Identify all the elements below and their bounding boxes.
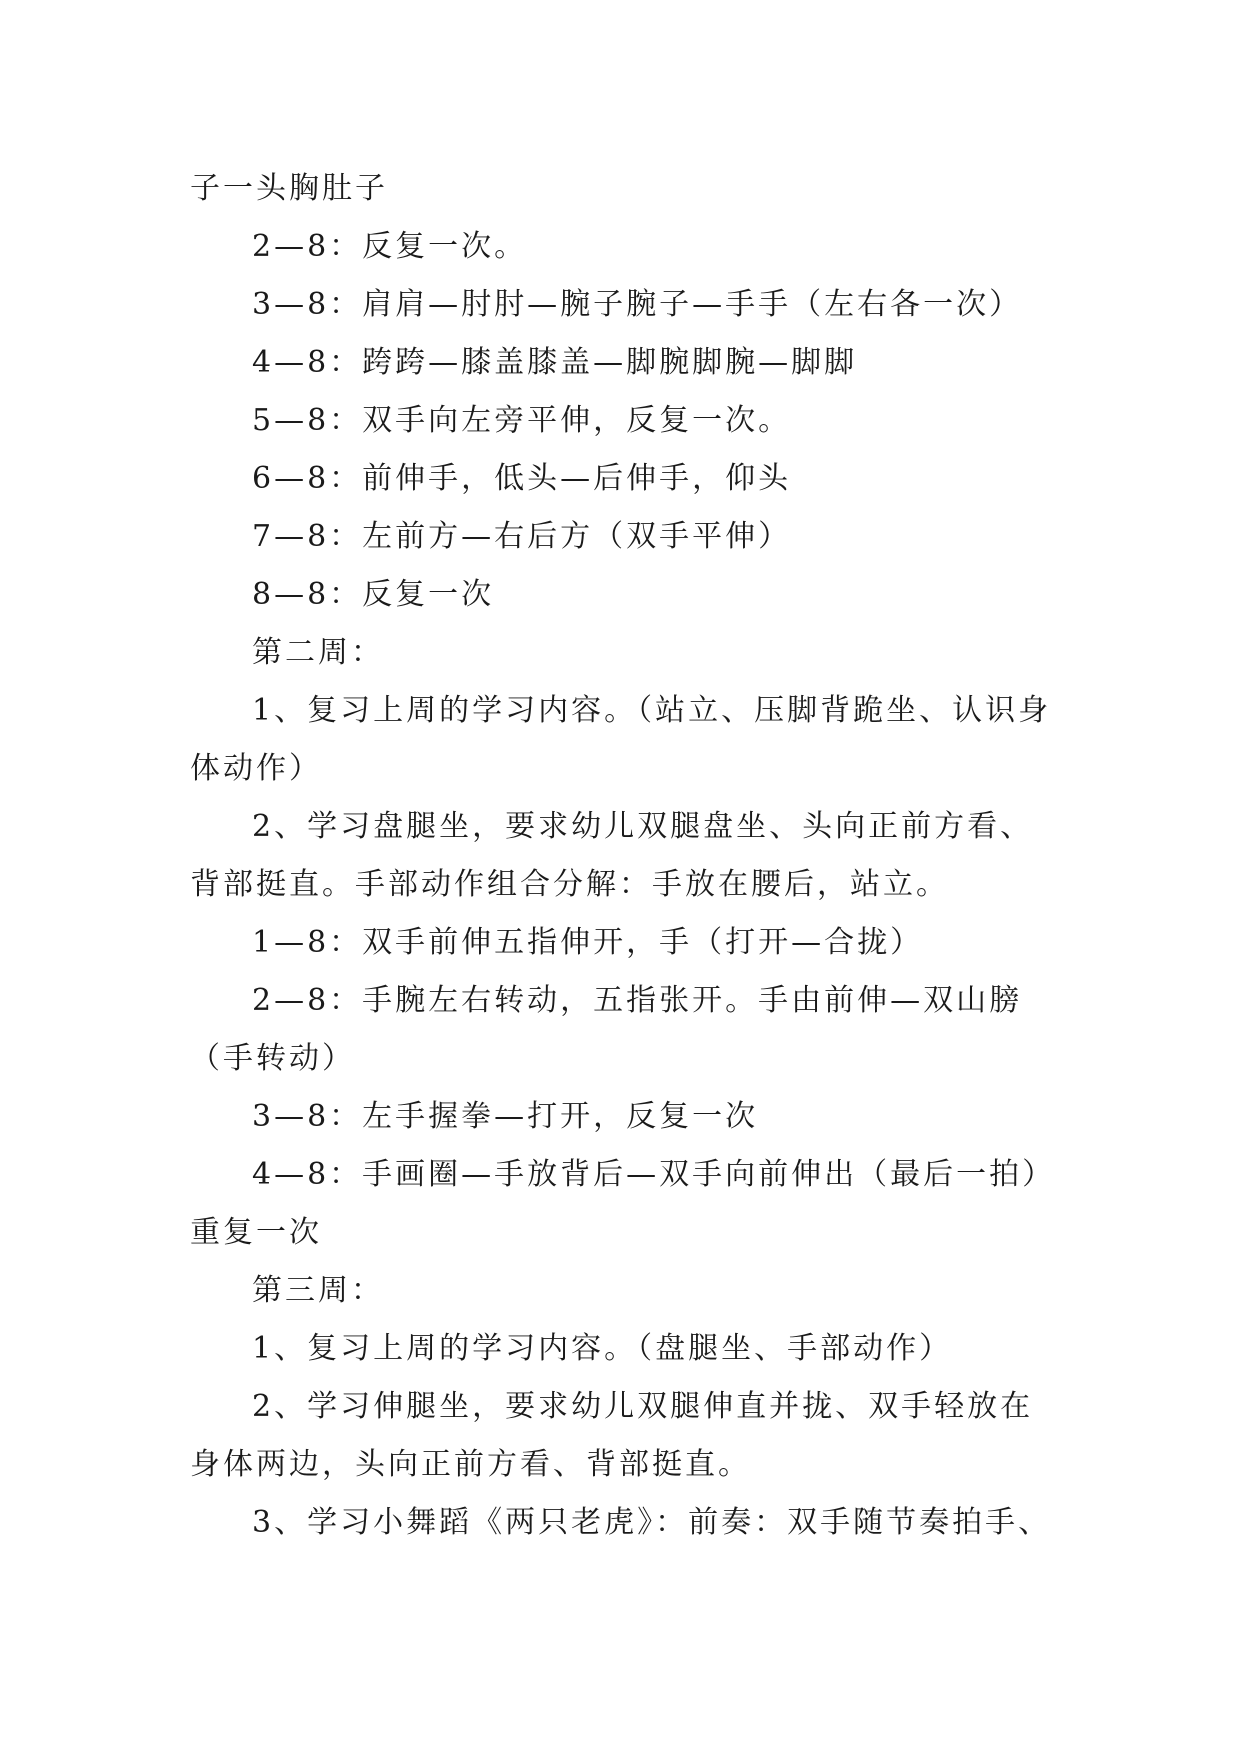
- text-line: 5—8：双手向左旁平伸，反复一次。: [252, 403, 792, 438]
- text-line: 2、学习伸腿坐，要求幼儿双腿伸直并拢、双手轻放在: [252, 1389, 1034, 1424]
- text-line: 3—8：肩肩—肘肘—腕子腕子—手手（左右各一次）: [252, 287, 1023, 322]
- text-line: 8—8：反复一次: [252, 577, 495, 612]
- text-line: 子一头胸肚子: [190, 171, 388, 206]
- text-line: 2、学习盘腿坐，要求幼儿双腿盘坐、头向正前方看、: [252, 809, 1034, 844]
- text-line: 1、复习上周的学习内容。（盘腿坐、手部动作）: [252, 1331, 953, 1366]
- text-line: 体动作）: [190, 751, 322, 786]
- text-line: 4—8：手画圈—手放背后—双手向前伸出（最后一拍）: [252, 1157, 1056, 1192]
- text-line: 4—8：跨跨—膝盖膝盖—脚腕脚腕—脚脚: [252, 345, 858, 380]
- text-line: 1—8：双手前伸五指伸开，手（打开—合拢）: [252, 925, 924, 960]
- text-line: 身体两边，头向正前方看、背部挺直。: [190, 1447, 751, 1482]
- text-line: 背部挺直。手部动作组合分解：手放在腰后，站立。: [190, 867, 949, 902]
- text-line: 1、复习上周的学习内容。（站立、压脚背跪坐、认识身: [252, 693, 1052, 728]
- text-line: 2—8：手腕左右转动，五指张开。手由前伸—双山膀: [252, 983, 1023, 1018]
- text-line: 6—8：前伸手，低头—后伸手，仰头: [252, 461, 792, 496]
- section-heading: 第三周：: [252, 1273, 384, 1308]
- text-line: 3—8：左手握拳—打开，反复一次: [252, 1099, 759, 1134]
- document-body: [190, 160, 1070, 1552]
- text-line: （手转动）: [190, 1041, 355, 1076]
- section-heading: 第二周：: [252, 635, 384, 670]
- text-line: 7—8：左前方—右后方（双手平伸）: [252, 519, 792, 554]
- text-line: 重复一次: [190, 1215, 322, 1250]
- text-line: 3、学习小舞蹈《两只老虎》：前奏：双手随节奏拍手、: [252, 1505, 1052, 1540]
- text-line: 2—8：反复一次。: [252, 229, 528, 264]
